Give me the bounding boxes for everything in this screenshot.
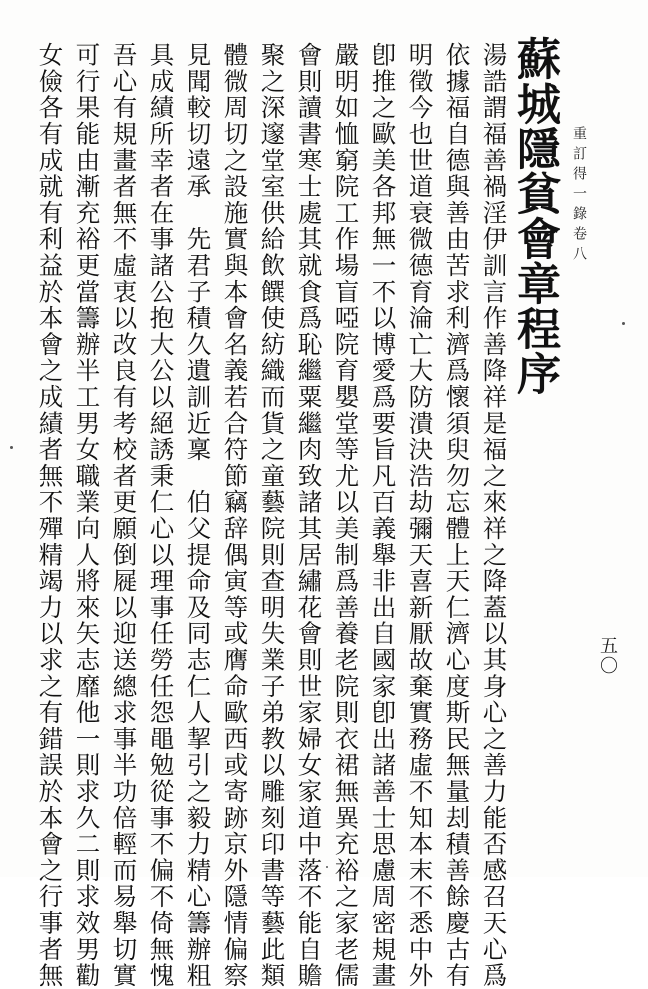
- scan-speck: [326, 866, 328, 868]
- text-column-2: 依據福自德與善由苦求利濟爲懷須臾勿忘體上天仁濟心度斯民無量刦積善餘慶古有: [442, 42, 472, 989]
- text-column-10: 具成績所幸者在事諸公抱大公以絕誘秉仁心以理事任勞任怨黽勉從事不偏不倚無愧: [146, 42, 176, 989]
- text-column-11: 吾心有規畫者無不虛衷以改良有考校者更願倒屣以迎送總求事半功倍輕而易舉切實: [109, 42, 139, 989]
- document-title: 蘇城隱貧會章程序: [509, 36, 560, 396]
- text-column-9: 見聞較切遠承 先君子積久遺訓近稟 伯父提命及同志仁人挈引之毅力精心籌辦粗: [183, 42, 213, 989]
- running-header-volume: 卷八: [571, 226, 587, 266]
- text-column-4: 卽推之歐美各邦無一不以博愛爲要旨凡百義舉非出自國家卽出諸善士思慮周密規畫: [368, 42, 398, 989]
- running-header-book-title: 重訂得一錄: [571, 126, 587, 226]
- scan-speck: [622, 322, 625, 325]
- text-column-12: 可行果能由漸充裕更當籌辦半工男女職業向人將來矢志靡他一則求久二則求效男勸: [72, 42, 102, 989]
- text-column-8: 體微周切之設施實與本會名義若合符節竊辞偶寅等或膺命歐西或寄跡京外隱情偏察: [220, 42, 250, 989]
- text-column-7: 聚之深邃堂室供給飲饌使紡織而貨之童藝院則查明失業子弟教以雕刻印書等藝此類: [257, 42, 287, 989]
- text-column-6: 會則讀書寒士處其就食爲恥繼粟繼肉致諸其居繡花會則世家婦女家道中落不能自贍: [294, 42, 324, 989]
- page-number: 五〇: [597, 636, 618, 676]
- text-column-13: 女儉各有成就有利益於本會之成績者無不殫精竭力以求之有錯誤於本會之行事者無: [35, 42, 65, 989]
- text-column-5: 嚴明如恤窮院工作場盲啞院育嬰堂等尤以美制爲善養老院則衣裙無異充裕之家老儒: [331, 42, 361, 989]
- scan-speck: [10, 446, 13, 449]
- text-column-1: 湯誥謂福善禍淫伊訓言作善降祥是福之來祥之降蓋以其身心之善力能否感召天心爲: [479, 42, 509, 989]
- text-column-3: 明徵今也世道衰微德育淪亡大防潰決浩劫彌天喜新厭故棄實務虛不知本末不悉中外: [405, 42, 435, 989]
